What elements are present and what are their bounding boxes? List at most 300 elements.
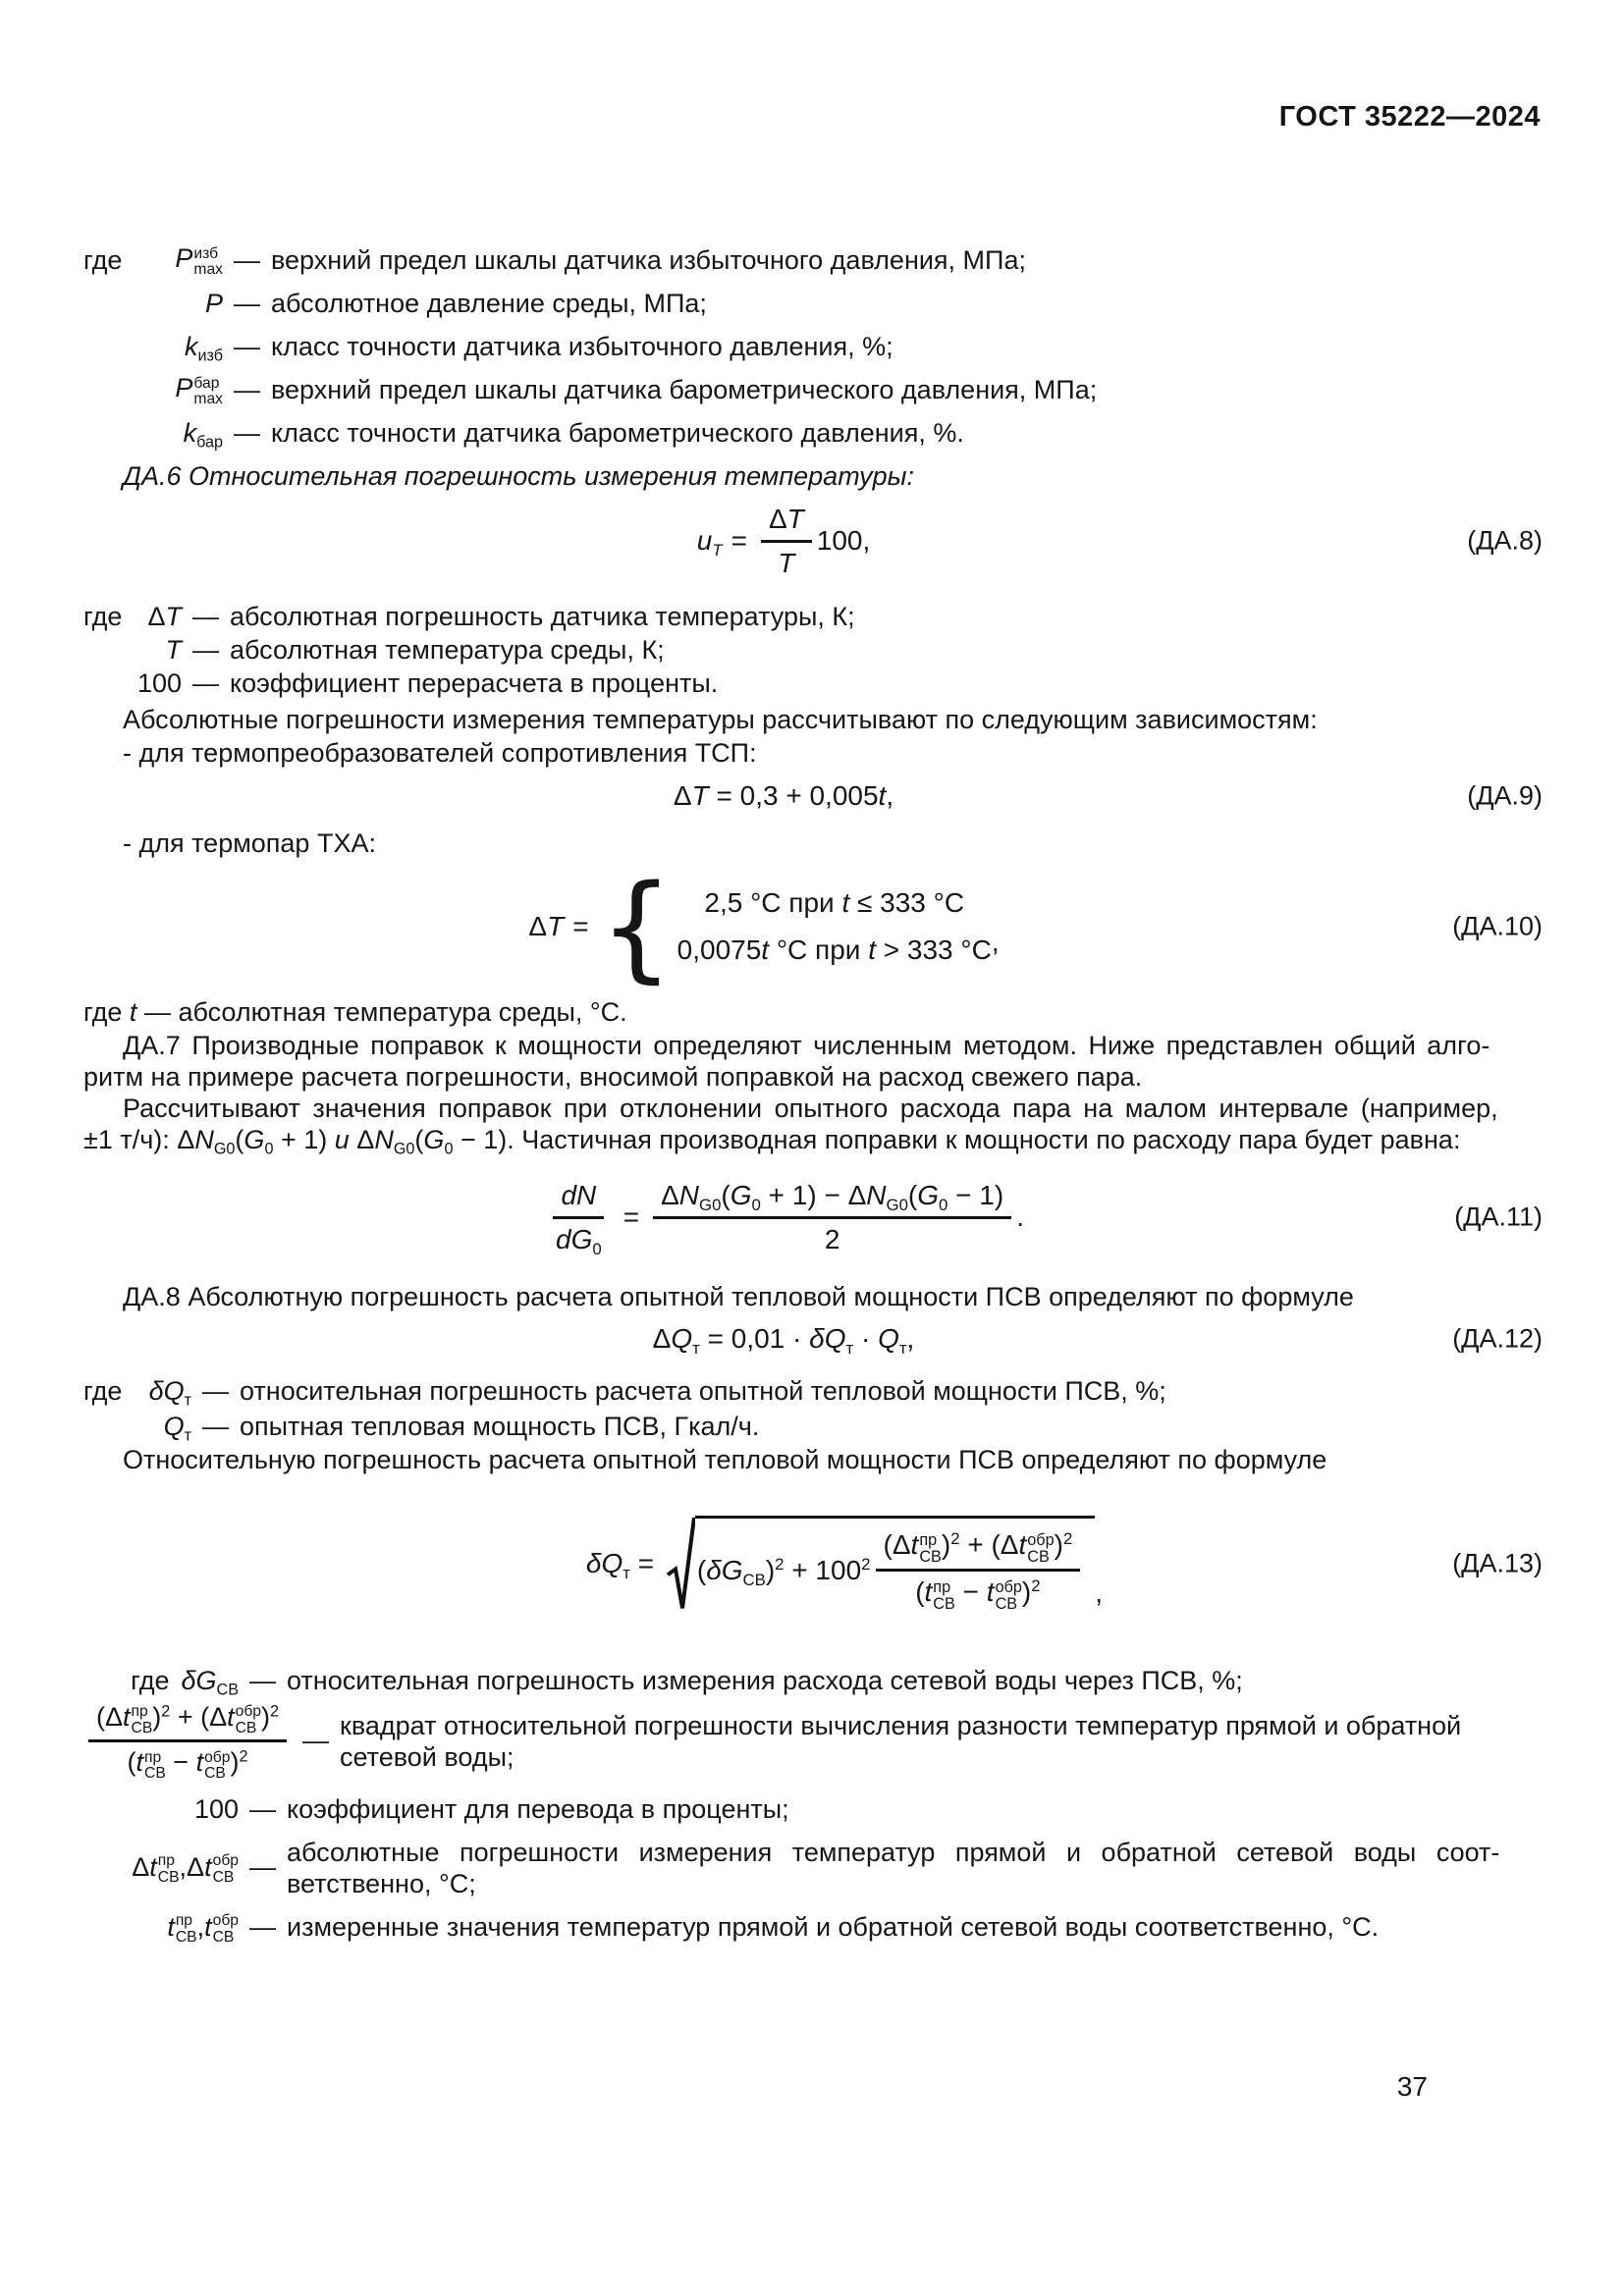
def-row [83, 1409, 1543, 1444]
expression: = 0,01 · [699, 1323, 810, 1354]
def-text: класс точности датчика барометрического давления, %. [271, 417, 964, 448]
fraction [761, 503, 812, 580]
paren-delta: (Δ [96, 1702, 124, 1732]
var-dG: δG [706, 1554, 743, 1585]
def-text: абсолютная погрешность датчика температуры, К; [230, 601, 855, 631]
symbol [133, 602, 182, 632]
var-T: T [786, 503, 804, 534]
equals: = [623, 1201, 640, 1232]
dash: — [234, 244, 260, 275]
def-text: коэффициент перерасчета в проценты. [230, 667, 719, 698]
def-text: относительная погрешность расчета опытной тепловой мощности ПСВ, %; [240, 1375, 1166, 1406]
var-t: t [227, 1702, 235, 1732]
dash: — [249, 1852, 276, 1883]
squared: 2 [161, 1702, 171, 1721]
formula-body [652, 1323, 915, 1358]
var-t: t [204, 1852, 212, 1883]
def-text-line1: абсолютные погрешности измерения температур прямой и обратной сетевой воды соот- [287, 1837, 1500, 1867]
paragraph-abs-errors: Абсолютные погрешности измерения температуры рассчитывают по следующим зависимостям: [123, 705, 1318, 734]
sub-sv: СВ [212, 1928, 235, 1946]
case-text: 2,5 °С при [704, 887, 842, 918]
fraction [548, 1179, 610, 1256]
symbol [133, 289, 223, 319]
delta: Δ [673, 780, 692, 811]
paren: ) [261, 1702, 271, 1732]
page-content [83, 239, 1543, 1949]
var-T: T [165, 634, 182, 665]
def-row [83, 1662, 1543, 1699]
supsub-pr-sv [144, 1750, 166, 1783]
symbol [133, 243, 223, 279]
fraction-numerator [653, 1179, 1011, 1219]
paren-delta: (Δ [883, 1529, 911, 1561]
comma: , [906, 1323, 915, 1354]
sup-obr: обр [204, 1748, 231, 1766]
fraction [876, 1528, 1081, 1611]
comma: , [1095, 1577, 1104, 1608]
delta: Δ [147, 601, 166, 631]
var-G: G [244, 1125, 265, 1154]
formula-label: (ДА.12) [1452, 1323, 1543, 1354]
dash: — [192, 667, 219, 698]
const-100: 100 [136, 667, 182, 698]
symbol [133, 668, 182, 699]
document-number: ГОСТ 35222—2024 [1278, 101, 1541, 133]
supsub-pr-sv [132, 1704, 153, 1736]
formula-da10 [528, 858, 1000, 994]
symbol [133, 417, 223, 452]
var-t: t [167, 1912, 175, 1943]
const-100: 100 [193, 1794, 239, 1825]
paren: ( [235, 1125, 244, 1154]
symbol [83, 1911, 239, 1944]
sub-sv: СВ [1027, 1547, 1050, 1566]
sup-pr: пр [144, 1748, 162, 1766]
supsub-pr-sv [933, 1579, 955, 1613]
fraction-denominator: 2 [824, 1223, 840, 1255]
paren: ) [1021, 1576, 1032, 1607]
expression: + 100 [784, 1554, 862, 1585]
def-row [83, 325, 1543, 368]
dot-operator: · [853, 1323, 879, 1354]
var-dQ: δQ [809, 1323, 846, 1354]
squared: 2 [239, 1747, 248, 1766]
def-text: относительная погрешность измерения расхода сетевой воды через ПСВ, %; [287, 1665, 1243, 1695]
formula-da11 [543, 1179, 1024, 1256]
delta: Δ [132, 1852, 150, 1883]
formula-tail: 100, [816, 525, 871, 556]
formula-row-da8 [83, 498, 1543, 584]
dash: — [249, 1912, 276, 1943]
var-Q: Q [163, 1411, 185, 1441]
formula-da13 [586, 1516, 1103, 1611]
symbol-base: k [184, 331, 198, 361]
sub-sv: СВ [212, 1868, 235, 1886]
sub-sv: СВ [204, 1765, 226, 1783]
where-label: где [131, 1665, 170, 1695]
text: − 1). Частичная производная поправки к мощности по расходу пара будет равна: [453, 1125, 1461, 1154]
symbol-sub: max [193, 391, 223, 408]
text: ±1 т/ч): [83, 1125, 178, 1154]
def-row [83, 411, 1543, 454]
symbol [83, 1851, 239, 1884]
formula-row-da9 [83, 773, 1543, 820]
supsub-obr-sv [996, 1579, 1022, 1613]
sub-0: 0 [939, 1195, 948, 1214]
sub-sv: СВ [919, 1547, 942, 1566]
paren-delta: + (Δ [170, 1702, 228, 1732]
var-T: T [547, 911, 565, 941]
var-dN: dN [561, 1179, 597, 1210]
symbol-base: P [204, 288, 223, 318]
comma: , [886, 780, 894, 811]
paren: ( [414, 1125, 424, 1154]
paren: ) [941, 1529, 951, 1561]
formula-label: (ДА.8) [1467, 525, 1543, 556]
formula-lhs [585, 1548, 662, 1582]
sup-pr: пр [933, 1577, 951, 1596]
where-label: где [83, 997, 130, 1027]
var-T: T [778, 547, 795, 578]
paren: ) [765, 1554, 776, 1585]
sup-obr: обр [212, 1852, 239, 1870]
minus: − [954, 1576, 987, 1607]
paragraph-da7-line2: ритм на примере расчета погрешности, вносимой поправкой на расход свежего пара. [83, 1062, 1143, 1092]
def-text: — абсолютная температура среды, °С. [136, 997, 627, 1027]
formula-label: (ДА.10) [1452, 911, 1543, 941]
def-row [83, 368, 1543, 411]
var-t: t [841, 887, 850, 918]
formula-row-da12 [83, 1314, 1543, 1363]
supsub-pr-sv [176, 1913, 197, 1946]
symbol-sup: бар [193, 374, 220, 392]
squared: 2 [775, 1554, 785, 1574]
sup-pr: пр [175, 1912, 193, 1930]
var-t: t [135, 1747, 144, 1778]
period: . [1016, 1201, 1024, 1232]
sub-sv: СВ [216, 1681, 239, 1699]
fraction-denominator [770, 543, 802, 580]
var-Q: Q [878, 1323, 899, 1354]
var-t: t [761, 934, 770, 965]
paren: ) [230, 1747, 240, 1778]
sup-pr: пр [131, 1703, 148, 1721]
sub-sv: СВ [157, 1868, 180, 1886]
var-G: G [730, 1179, 752, 1210]
supsub-obr-sv [1027, 1532, 1054, 1566]
var-N: N [374, 1125, 394, 1154]
equals: = [731, 525, 747, 556]
def-text: верхний предел шкалы датчика барометрического давления, МПа; [271, 374, 1098, 404]
dash: — [202, 1375, 229, 1406]
var-t: t [878, 780, 887, 811]
expression: − 1) [947, 1179, 1004, 1210]
radicand-head [696, 1554, 871, 1589]
supsub-obr-sv [236, 1704, 261, 1736]
sub-0: 0 [592, 1239, 602, 1258]
fraction-numerator [761, 503, 812, 543]
def-text: коэффициент для перевода в проценты; [287, 1794, 789, 1825]
formula-lhs [696, 525, 756, 560]
def-row [83, 282, 1543, 325]
symbol-sub: max [193, 261, 223, 279]
var-dQ: δQ [585, 1548, 623, 1578]
sup-obr: обр [235, 1703, 262, 1721]
paragraph-rel: Относительную погрешность расчета опытной тепловой мощности ПСВ определяют по формуле [123, 1445, 1327, 1474]
sub-sv: СВ [933, 1594, 955, 1613]
squared: 2 [270, 1702, 280, 1721]
def-text-line1: квадрат относительной погрешности вычисления разности температур прямой и обратной [340, 1710, 1462, 1740]
fraction-numerator [88, 1701, 287, 1742]
symbol [133, 635, 182, 666]
var-u: u [696, 525, 713, 556]
fraction-denominator [548, 1219, 610, 1256]
sub-G0: G0 [213, 1140, 236, 1158]
sub-t: т [692, 1338, 700, 1358]
sub-sv: СВ [235, 1719, 257, 1736]
delta: Δ [187, 1852, 205, 1883]
formula-da12 [652, 1323, 915, 1358]
symbol-sup: изб [193, 244, 219, 262]
var-t: t [868, 934, 876, 965]
case-text: ≤ 333 °С [849, 887, 965, 918]
def-text [340, 1710, 1543, 1773]
sub-0: 0 [264, 1140, 274, 1158]
fraction-numerator [553, 1179, 604, 1219]
symbol-sub: изб [197, 347, 223, 365]
def-row [83, 667, 1543, 700]
def-text: опытная тепловая мощность ПСВ, Гкал/ч. [240, 1411, 760, 1441]
def-text: абсолютная температура среды, К; [230, 634, 665, 665]
dash: — [234, 374, 260, 404]
dash: — [302, 1726, 330, 1756]
def-row [83, 1791, 1543, 1829]
paren: ) [152, 1702, 162, 1732]
case-text: 0,0075 [677, 934, 762, 965]
supsub-obr-sv [204, 1750, 230, 1783]
sub-t: т [184, 1426, 191, 1445]
radical [666, 1516, 1095, 1611]
sub-sv: СВ [175, 1928, 197, 1946]
paragraph-calc-line1: Рассчитывают значения поправок при отклонении опытного расхода пара на малом интервале (например, [123, 1094, 1498, 1123]
case-text: > 333 °С [875, 934, 992, 965]
squared: 2 [861, 1554, 871, 1574]
piecewise-cases [677, 887, 992, 966]
paren: ( [915, 1576, 925, 1607]
dash: — [234, 331, 260, 361]
var-dQ: δQ [148, 1375, 185, 1406]
supsub-pr-sv [919, 1532, 942, 1566]
var-t: t [149, 1852, 157, 1883]
squared: 2 [1031, 1575, 1041, 1595]
case-line-2 [677, 934, 992, 966]
var-G: G [423, 1125, 445, 1154]
brace-icon: { [599, 858, 674, 994]
expression: + 1) − Δ [760, 1179, 867, 1210]
squared: 2 [950, 1529, 960, 1549]
sup-obr: обр [1027, 1530, 1055, 1549]
paragraph-da8: ДА.8 Абсолютную погрешность расчета опытной тепловой мощности ПСВ определяют по формуле [123, 1282, 1354, 1311]
def-text: измеренные значения температур прямой и обратной сетевой воды соответственно, °С. [287, 1912, 1380, 1943]
var-dG: dG [556, 1223, 593, 1255]
comma: , [179, 1852, 188, 1883]
fraction [88, 1701, 287, 1782]
sup-obr: обр [212, 1912, 239, 1930]
var-t: t [195, 1747, 204, 1778]
var-t: t [204, 1912, 212, 1943]
sub-t: т [845, 1338, 854, 1358]
equals: = [629, 1548, 662, 1578]
radical-body [695, 1516, 1095, 1611]
paragraph-da7-line1: ДА.7 Производные поправок к мощности определяют численным методом. Ниже представлен общий алго- [123, 1031, 1490, 1060]
sub-sv: СВ [131, 1719, 153, 1736]
def-row [83, 600, 1543, 633]
sup-pr: пр [157, 1852, 175, 1870]
def-text-line2: сетевой воды; [340, 1741, 514, 1772]
var-dG: δG [181, 1665, 217, 1695]
def-text-line2: ветственно, °С; [287, 1868, 476, 1898]
formula-da9 [674, 780, 893, 812]
def-row [83, 1909, 1543, 1947]
formula-label: (ДА.13) [1452, 1548, 1543, 1578]
case-line-1 [704, 887, 964, 919]
symbol [133, 1375, 191, 1410]
case-text: °С при [769, 934, 869, 965]
var-T: T [691, 780, 709, 811]
dash: — [234, 288, 260, 318]
supsub-obr-sv [213, 1853, 239, 1886]
def-text: класс точности датчика избыточного давления, %; [271, 331, 893, 361]
symbol [133, 331, 223, 365]
var-N: N [866, 1179, 887, 1210]
var-t: t [1018, 1529, 1027, 1561]
formula-body [674, 780, 893, 812]
delta: Δ [349, 1125, 375, 1154]
symbol-supsub [193, 376, 223, 408]
dash: — [192, 601, 219, 631]
dash: — [192, 634, 219, 665]
symbol-fraction [83, 1701, 292, 1782]
sub-sv: СВ [742, 1570, 766, 1589]
fraction-denominator [120, 1742, 256, 1781]
definition-list-temperature [83, 600, 1543, 700]
formula-label: (ДА.11) [1454, 1201, 1543, 1232]
sup-pr: пр [919, 1530, 938, 1549]
paren: ( [907, 1179, 918, 1210]
sub-t: т [898, 1338, 907, 1358]
sub-sv: СВ [144, 1765, 166, 1783]
delta: Δ [528, 911, 548, 941]
formula-row-da11 [83, 1167, 1543, 1267]
sub-sv: СВ [995, 1594, 1018, 1613]
var-Q: Q [671, 1323, 693, 1354]
equals: = [572, 911, 589, 941]
page-number: 37 [1396, 2071, 1428, 2102]
sub-0: 0 [751, 1195, 761, 1214]
where-label: где [83, 1375, 123, 1406]
paragraph-where-t [83, 996, 1543, 1028]
radical-sign-icon [666, 1516, 695, 1611]
paren: ( [127, 1747, 136, 1778]
where-label: где [83, 601, 123, 631]
sub-t: т [184, 1391, 191, 1410]
dash: — [234, 417, 260, 448]
def-row-fraction [83, 1701, 1543, 1782]
definition-list-heat [83, 1373, 1543, 1444]
text: + 1) [273, 1125, 335, 1154]
var-t: t [924, 1576, 933, 1607]
var-N: N [678, 1179, 700, 1210]
def-row [83, 239, 1543, 282]
var-T: T [165, 601, 182, 631]
formula-row-da10 [83, 858, 1543, 994]
def-row [83, 1373, 1543, 1409]
sub-G0: G0 [699, 1195, 722, 1214]
var-t: t [129, 997, 137, 1027]
def-row [83, 1837, 1543, 1899]
section-heading-da6: ДА.6 Относительная погрешность измерения температуры: [123, 461, 914, 491]
var-t: t [986, 1576, 995, 1607]
expression: = 0,3 + 0,005 [708, 780, 879, 811]
formula-label: (ДА.9) [1467, 780, 1543, 811]
def-text: верхний предел шкалы датчика избыточного давления, МПа; [271, 244, 1026, 275]
supsub-pr-sv [158, 1853, 180, 1886]
supsub-obr-sv [213, 1913, 239, 1946]
var-t: t [910, 1529, 919, 1561]
definition-list-pressure [83, 239, 1543, 454]
paren: ( [696, 1554, 707, 1585]
def-text [287, 1837, 1543, 1899]
symbol-supsub [193, 246, 223, 279]
symbol-base: P [175, 243, 193, 274]
symbol-base: P [175, 373, 193, 403]
symbol [83, 1794, 239, 1825]
dash: — [249, 1794, 276, 1825]
symbol [133, 1411, 191, 1445]
delta: Δ [768, 503, 787, 534]
dash: — [249, 1665, 276, 1695]
var-N: N [194, 1125, 214, 1154]
delta: Δ [652, 1323, 672, 1354]
fraction-numerator [876, 1528, 1081, 1572]
paragraph-calc-line2 [83, 1124, 1543, 1158]
dash: — [202, 1411, 229, 1441]
sub-t: т [623, 1563, 630, 1582]
def-row [83, 633, 1543, 667]
sub-0: 0 [444, 1140, 454, 1158]
conj-i: и [334, 1125, 350, 1154]
formula-lhs [528, 911, 597, 942]
minus: − [165, 1747, 196, 1778]
var-t: t [123, 1702, 131, 1732]
paren-delta: + (Δ [959, 1529, 1019, 1561]
where-label: где [83, 244, 123, 275]
definition-list-network-water [83, 1662, 1543, 1947]
symbol-sub: бар [196, 433, 223, 452]
symbol [83, 1665, 239, 1699]
list-item-txa: - для термопар ТХА: [123, 828, 376, 858]
sub-G0: G0 [886, 1195, 908, 1214]
fraction-denominator [907, 1572, 1048, 1612]
symbol [133, 373, 223, 408]
def-text: абсолютное давление среды, МПа; [271, 288, 707, 318]
var-G: G [917, 1179, 940, 1210]
symbol-group [181, 1665, 239, 1699]
sup-obr: обр [995, 1577, 1022, 1596]
comma: , [196, 1912, 205, 1943]
paren: ( [721, 1179, 731, 1210]
var-u-sub: T [712, 540, 723, 560]
